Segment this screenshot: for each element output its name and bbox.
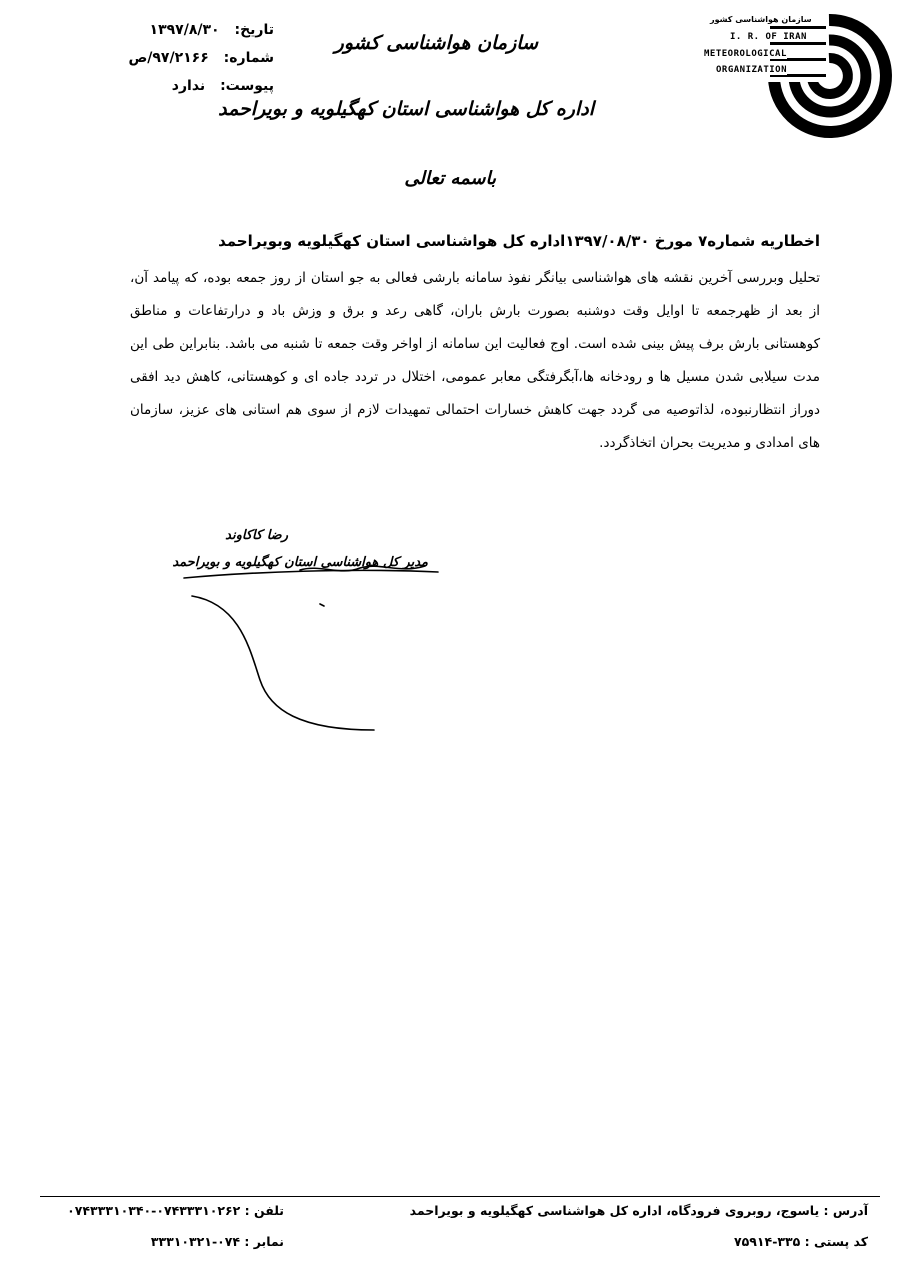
logo-fa-text: سازمان هواشناسی کشور	[710, 15, 812, 24]
logo-en-line3: ORGANIZATION	[716, 65, 788, 75]
date-row	[150, 22, 274, 44]
invocation: باسمه تعالی	[404, 168, 496, 189]
footer-divider	[40, 1196, 880, 1197]
meteorological-organization-logo	[700, 12, 890, 152]
footer-postal-code: کد پستی : ۳۳۵-۷۵۹۱۴	[734, 1234, 868, 1249]
org-country-title: سازمان هواشناسی کشور	[334, 32, 538, 54]
attachment-value: ندارد	[171, 78, 206, 94]
number-label: شماره:	[223, 50, 274, 66]
logo-en-line1: I. R. OF IRAN	[730, 32, 807, 42]
signatory-name: رضا کاکاوند	[225, 528, 288, 543]
footer-phone: تلفن : ۰۷۴۳۳۳۱۰۲۶۲-۰۷۴۳۳۳۱۰۳۴۰	[67, 1203, 284, 1218]
footer-fax: نمابر : ۰۷۴-۳۳۳۱۰۳۲۱	[150, 1234, 284, 1249]
date-value: ۱۳۹۷/۸/۳۰	[149, 22, 220, 38]
date-label: تاریخ:	[234, 22, 274, 38]
signatory-title: مدیر کل هواشناسی استان کهگیلویه و بویراحمد	[172, 555, 428, 570]
logo-en-line2: METEOROLOGICAL	[704, 49, 787, 59]
warning-headline: اخطاریه شماره۷ مورخ ۱۳۹۷/۰۸/۳۰اداره کل هواشناسی استان کهگیلویه وبویراحمد	[218, 232, 820, 250]
attachment-row	[172, 78, 274, 100]
warning-paragraph: تحلیل وبررسی آخرین نقشه های هواشناسی بیانگر نفوذ سامانه بارشی فعالی به جو استان از روز جمعه بوده، که پیامد آن، از بعد از ظهرجمعه تا اوایل وقت دوشنبه بصورت بارش باران، گاهی رعد و برق و وزش باد و درارتفاعات و مناطق کوهستانی بارش برف پیش بینی شده است. اوج فعالیت این سامانه از اواخر وقت جمعه تا شنبه می باشد. بنابراین طی این مدت سیلابی شدن مسیل ها و رودخانه ها،آبگرفتگی معابر عمومی، اختلال در تردد جاده ای و کوهستانی، کاهش دید افقی دوراز انتظارنبوده، لذاتوصیه می گردد جهت کاهش خسارات احتمالی تمهیدات لازم از سوی هم استانی های عزیز، سازمان های امدادی و مدیریت بحران اتخاذگردد.	[130, 270, 820, 451]
number-value: ۹۷/۲۱۶۶/ص	[128, 50, 209, 66]
attachment-label: پیوست:	[220, 78, 274, 94]
org-province-title: اداره کل هواشناسی استان کهگیلویه و بویراحمد	[218, 98, 594, 120]
handwritten-signature	[170, 560, 470, 760]
footer-address: آدرس : یاسوج، روبروی فرودگاه، اداره کل هواشناسی کهگیلویه و بویراحمد	[409, 1203, 868, 1218]
number-row	[128, 50, 274, 72]
